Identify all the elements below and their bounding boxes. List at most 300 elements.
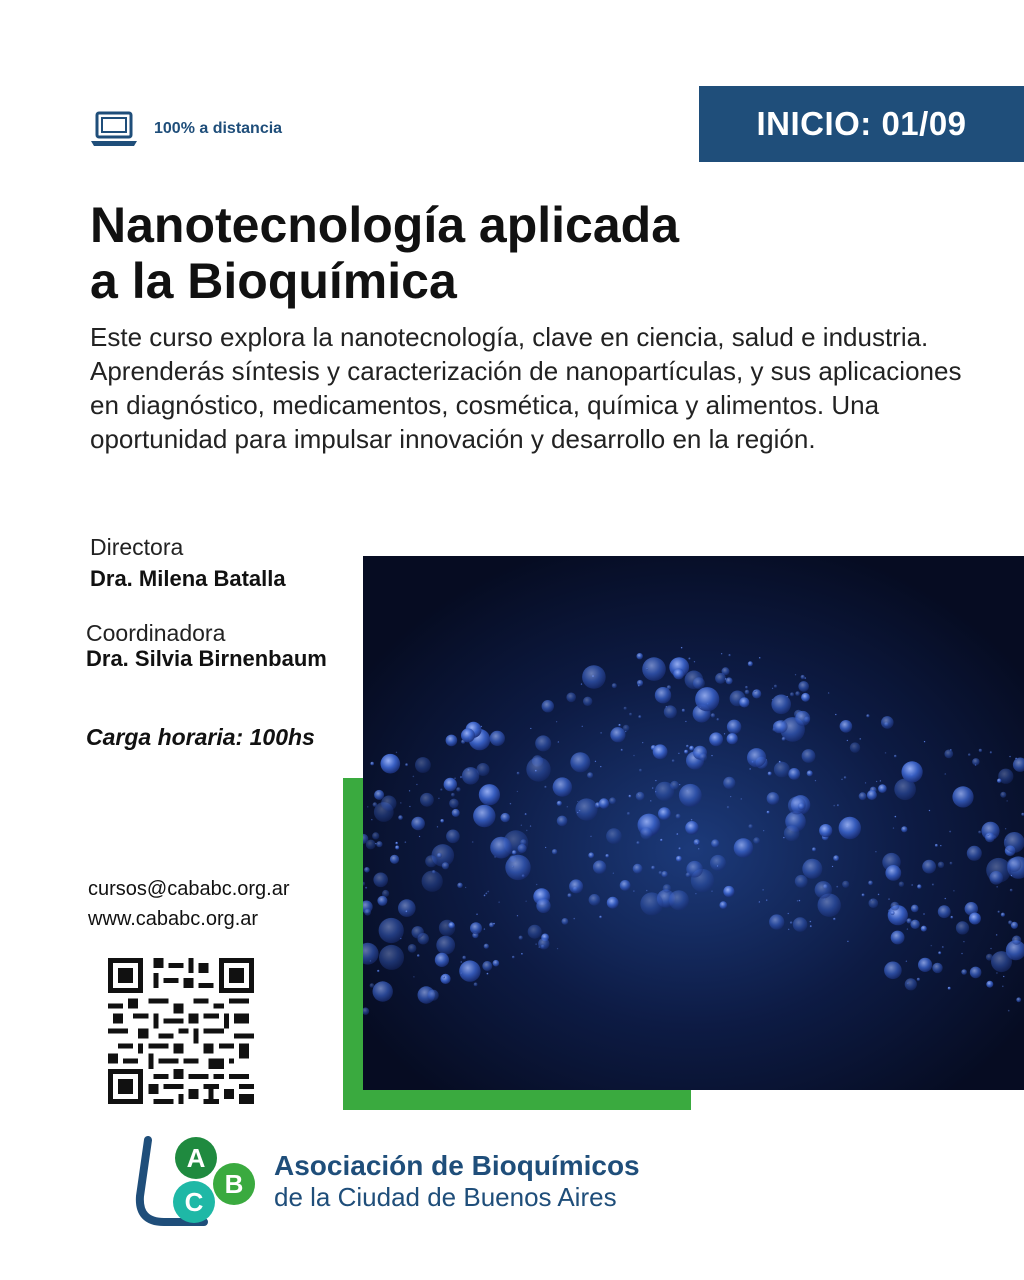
particle: [728, 654, 730, 656]
particle: [1002, 986, 1004, 988]
particle: [902, 761, 923, 782]
particle: [828, 692, 830, 694]
particle: [1004, 832, 1024, 853]
particle: [612, 683, 617, 688]
particle: [901, 826, 907, 832]
particle: [525, 813, 527, 815]
particle: [694, 661, 696, 663]
particle: [768, 772, 772, 776]
particle: [911, 905, 919, 913]
particle: [788, 913, 790, 915]
particle: [938, 951, 941, 954]
particle: [923, 913, 925, 915]
particle: [798, 803, 805, 810]
particle: [990, 948, 992, 950]
particle: [370, 983, 375, 988]
particle: [730, 796, 732, 798]
particle: [382, 890, 389, 897]
particle: [462, 956, 466, 960]
particle: [907, 928, 909, 930]
course-title: [90, 197, 910, 309]
logo-letter-b: B: [224, 1169, 244, 1199]
particle: [749, 768, 751, 770]
particle: [951, 916, 954, 919]
particle: [693, 677, 705, 689]
particle: [798, 681, 809, 692]
particle: [876, 781, 878, 783]
particle: [557, 801, 562, 806]
particle: [536, 884, 538, 886]
particle: [582, 726, 584, 728]
particle: [754, 690, 756, 692]
particle: [689, 746, 694, 751]
particle: [788, 929, 790, 931]
particle: [660, 839, 663, 842]
particle: [979, 749, 982, 752]
particle: [759, 901, 761, 903]
particle: [633, 890, 635, 892]
particle: [1015, 758, 1017, 760]
particle: [944, 750, 953, 759]
particle: [377, 896, 387, 906]
particle: [420, 793, 434, 807]
particle: [727, 806, 730, 809]
particle: [767, 792, 780, 805]
green-accent-vertical: [343, 778, 363, 1110]
particle: [802, 749, 816, 763]
particle: [676, 833, 678, 835]
particle: [745, 690, 750, 695]
particle: [725, 678, 727, 680]
particle: [766, 899, 768, 901]
organization-name-line-2: de la Ciudad de Buenos Aires: [274, 1182, 617, 1212]
particle: [807, 770, 813, 776]
director-name: Dra. Milena Batalla: [90, 566, 286, 591]
particle: [961, 953, 963, 955]
particle: [772, 699, 774, 701]
particle: [590, 836, 592, 838]
particle: [655, 687, 671, 703]
particle: [652, 787, 654, 789]
particle: [367, 806, 369, 808]
particle: [481, 726, 483, 728]
particle: [921, 926, 927, 932]
particle: [938, 905, 951, 918]
particle: [535, 943, 537, 945]
particle: [526, 757, 550, 781]
particle: [801, 693, 810, 702]
particle: [885, 865, 901, 881]
particle: [762, 889, 764, 891]
particle: [676, 814, 681, 819]
particle: [685, 721, 687, 723]
particle: [542, 700, 554, 712]
particle: [839, 817, 861, 839]
particle: [640, 892, 663, 915]
particle: [613, 873, 615, 875]
particle: [646, 668, 648, 670]
particle: [501, 813, 510, 822]
particle: [396, 752, 398, 754]
particle: [670, 781, 679, 790]
particle: [918, 958, 932, 972]
particle: [753, 837, 760, 844]
particle: [595, 761, 597, 763]
particle: [659, 871, 663, 875]
particle: [922, 860, 936, 874]
particle: [906, 961, 908, 963]
particle: [695, 893, 697, 895]
particle: [536, 899, 550, 913]
particle: [575, 798, 597, 820]
particle: [454, 778, 456, 780]
particle: [771, 695, 791, 715]
particle: [443, 976, 445, 978]
particle: [866, 714, 869, 717]
particle: [373, 981, 393, 1001]
particle: [967, 846, 982, 861]
particle: [842, 881, 849, 888]
particle: [1003, 976, 1005, 978]
particle: [390, 855, 399, 864]
delivery-mode-label: 100% a distancia: [154, 120, 283, 137]
particle: [582, 665, 606, 689]
particle: [835, 714, 837, 716]
particle: [724, 733, 726, 735]
particle: [844, 776, 847, 779]
particle: [459, 960, 480, 981]
particle: [1012, 936, 1021, 945]
laptop-icon: [90, 110, 138, 148]
particle: [570, 752, 590, 772]
particle: [832, 866, 834, 868]
particle: [376, 841, 382, 847]
particle: [490, 731, 505, 746]
particle: [726, 677, 733, 684]
particle: [741, 798, 743, 800]
particle: [482, 961, 492, 971]
particle: [581, 683, 583, 685]
particle: [446, 830, 460, 844]
particle: [795, 711, 810, 726]
particle: [381, 796, 396, 811]
particle: [774, 720, 787, 733]
particle: [398, 815, 403, 820]
particle: [836, 886, 838, 888]
particle: [881, 716, 894, 729]
particle: [788, 768, 800, 780]
particle: [589, 894, 601, 906]
particle: [763, 830, 765, 832]
particle: [840, 720, 853, 733]
particle: [422, 871, 443, 892]
particle: [374, 790, 384, 800]
particle: [676, 856, 682, 862]
particle: [774, 762, 790, 778]
particle: [538, 938, 549, 949]
particle: [996, 972, 998, 974]
particle: [530, 728, 532, 730]
organization-name: [274, 1150, 640, 1212]
particle: [833, 855, 839, 861]
particle: [782, 737, 786, 741]
particle: [669, 890, 689, 910]
particle: [461, 961, 463, 963]
particle: [640, 827, 652, 839]
particle: [774, 685, 777, 688]
particle: [924, 741, 926, 743]
delivery-mode: [90, 110, 282, 148]
particle: [528, 925, 542, 939]
contact-website[interactable]: www.cababc.org.ar: [88, 908, 259, 930]
particle: [588, 852, 594, 858]
particle: [573, 918, 575, 920]
particle: [837, 804, 839, 806]
particle: [1000, 792, 1006, 798]
particle: [370, 960, 372, 962]
particle: [783, 837, 785, 839]
course-description: Este curso explora la nanotecnología, clave en ciencia, salud e industria. Aprenderás síntesis y caracterización de nanopartículas, y sus aplicaciones en diagnóstico, medicamentos, cosmética, química y alimentos. Una oportunidad para impulsar innovación y desarrollo en la región.: [90, 322, 962, 454]
particle: [793, 917, 808, 932]
particle: [795, 875, 808, 888]
particle: [609, 797, 616, 804]
particle: [847, 941, 849, 943]
qr-code[interactable]: [108, 958, 254, 1104]
particle: [405, 763, 408, 766]
particle: [379, 945, 404, 970]
particle: [871, 899, 873, 901]
particle: [381, 754, 401, 774]
particle: [415, 757, 431, 773]
particle: [395, 842, 398, 845]
particle: [859, 738, 861, 740]
green-accent-horizontal: [343, 1090, 691, 1110]
particle: [638, 685, 640, 687]
particle: [970, 967, 982, 979]
particle: [446, 735, 458, 747]
particle: [485, 893, 487, 895]
particle: [373, 873, 388, 888]
particle: [633, 755, 635, 757]
particle: [700, 707, 702, 709]
particle: [642, 657, 666, 681]
particle: [841, 779, 843, 781]
particle: [772, 688, 774, 690]
particle: [519, 936, 523, 940]
particle: [440, 789, 442, 791]
particle: [884, 962, 902, 980]
particle: [956, 921, 969, 934]
particle: [587, 772, 593, 778]
course-title-line-2: a la Bioquímica: [90, 253, 457, 309]
particle: [460, 776, 462, 778]
particle: [583, 697, 592, 706]
particle: [695, 687, 719, 711]
particle: [449, 799, 459, 809]
particle: [688, 658, 690, 660]
particle: [605, 854, 609, 858]
particle: [867, 790, 877, 800]
particle: [727, 720, 741, 734]
particle: [636, 841, 639, 844]
particle: [525, 901, 527, 903]
particle: [802, 859, 822, 879]
particle: [699, 753, 707, 761]
particle: [847, 740, 849, 742]
particle: [710, 855, 726, 871]
particle: [907, 983, 909, 985]
particle: [408, 944, 417, 953]
particle: [691, 819, 693, 821]
particle: [1005, 828, 1007, 830]
particle: [685, 821, 698, 834]
particle: [880, 780, 882, 782]
particle: [505, 855, 530, 880]
nanoparticles-image: [363, 556, 1024, 1090]
particle: [824, 899, 826, 901]
particle: [476, 914, 478, 916]
particle: [717, 865, 719, 867]
particle: [621, 749, 623, 751]
particle: [400, 802, 402, 804]
particle: [894, 755, 897, 758]
particle: [489, 923, 494, 928]
particle: [745, 686, 748, 689]
particle: [833, 918, 836, 921]
particle: [711, 755, 713, 757]
particle: [566, 693, 576, 703]
particle: [679, 784, 702, 807]
particle: [890, 911, 894, 915]
particle: [739, 697, 749, 707]
particle: [375, 843, 377, 845]
particle: [638, 793, 640, 795]
particle: [661, 871, 667, 877]
particle: [998, 911, 1000, 913]
particle: [558, 741, 560, 743]
particle: [444, 778, 457, 791]
particle: [365, 887, 367, 889]
particle: [379, 918, 404, 943]
particle: [734, 838, 753, 857]
particle: [461, 728, 475, 742]
particle: [370, 762, 374, 766]
particle: [440, 974, 450, 984]
particle: [673, 668, 684, 679]
particle: [569, 879, 583, 893]
particle: [932, 963, 942, 973]
particle: [949, 831, 951, 833]
particle: [639, 769, 642, 772]
particle: [790, 921, 793, 924]
particle: [1008, 1010, 1010, 1012]
particle: [419, 836, 421, 838]
particle: [461, 973, 463, 975]
particle: [986, 981, 993, 988]
particle: [1009, 756, 1011, 758]
particle: [567, 806, 569, 808]
logo-letter-a: A: [186, 1143, 206, 1173]
particle: [697, 842, 699, 844]
particle: [655, 791, 657, 793]
particle: [1016, 997, 1021, 1002]
particle: [568, 893, 572, 897]
particle: [557, 948, 559, 950]
particle: [663, 884, 671, 892]
particle: [868, 881, 873, 886]
particle: [425, 855, 437, 867]
particle: [638, 715, 641, 718]
particle: [629, 795, 632, 798]
particle: [723, 886, 734, 897]
particle: [624, 707, 627, 710]
particle: [767, 811, 770, 814]
particle: [978, 831, 981, 834]
director-role: Directora: [90, 534, 184, 560]
particle: [888, 910, 890, 912]
particle: [797, 900, 799, 902]
particle: [899, 882, 904, 887]
particle: [961, 969, 967, 975]
particle: [859, 792, 867, 800]
particle: [599, 798, 609, 808]
particle: [678, 753, 680, 755]
organization-name-line-1: Asociación de Bioquímicos: [274, 1150, 640, 1181]
particle: [719, 901, 727, 909]
particle: [364, 909, 371, 916]
course-title-line-1: Nanotecnología aplicada: [90, 197, 680, 253]
particle: [457, 883, 462, 888]
particle: [721, 653, 723, 655]
particle: [950, 862, 953, 865]
particle: [878, 784, 887, 793]
particle: [411, 817, 425, 831]
particle: [694, 839, 700, 845]
particle: [472, 841, 474, 843]
particle: [891, 902, 900, 911]
particle: [996, 886, 998, 888]
particle: [636, 792, 645, 801]
particle: [989, 871, 1003, 885]
particle: [435, 953, 449, 967]
particle: [599, 916, 602, 919]
particle: [968, 753, 971, 756]
particle: [517, 772, 520, 775]
particle: [932, 884, 934, 886]
particle: [629, 713, 632, 716]
particle: [917, 978, 920, 981]
particle: [810, 925, 812, 927]
contact-email[interactable]: cursos@cababc.org.ar: [88, 878, 290, 900]
particle: [405, 841, 407, 843]
particle: [512, 956, 515, 959]
particle: [521, 825, 523, 827]
particle: [627, 812, 630, 815]
particle: [456, 787, 460, 791]
particle: [711, 839, 719, 847]
particle: [442, 862, 449, 869]
particle: [684, 750, 688, 754]
particle: [752, 689, 761, 698]
particle: [790, 692, 794, 696]
particle: [416, 784, 418, 786]
particle: [658, 807, 671, 820]
particle: [996, 934, 998, 936]
particle: [972, 758, 979, 765]
particle: [1007, 858, 1021, 872]
start-date-banner: INICIO: 01/09: [699, 86, 1024, 162]
particle: [484, 928, 486, 930]
